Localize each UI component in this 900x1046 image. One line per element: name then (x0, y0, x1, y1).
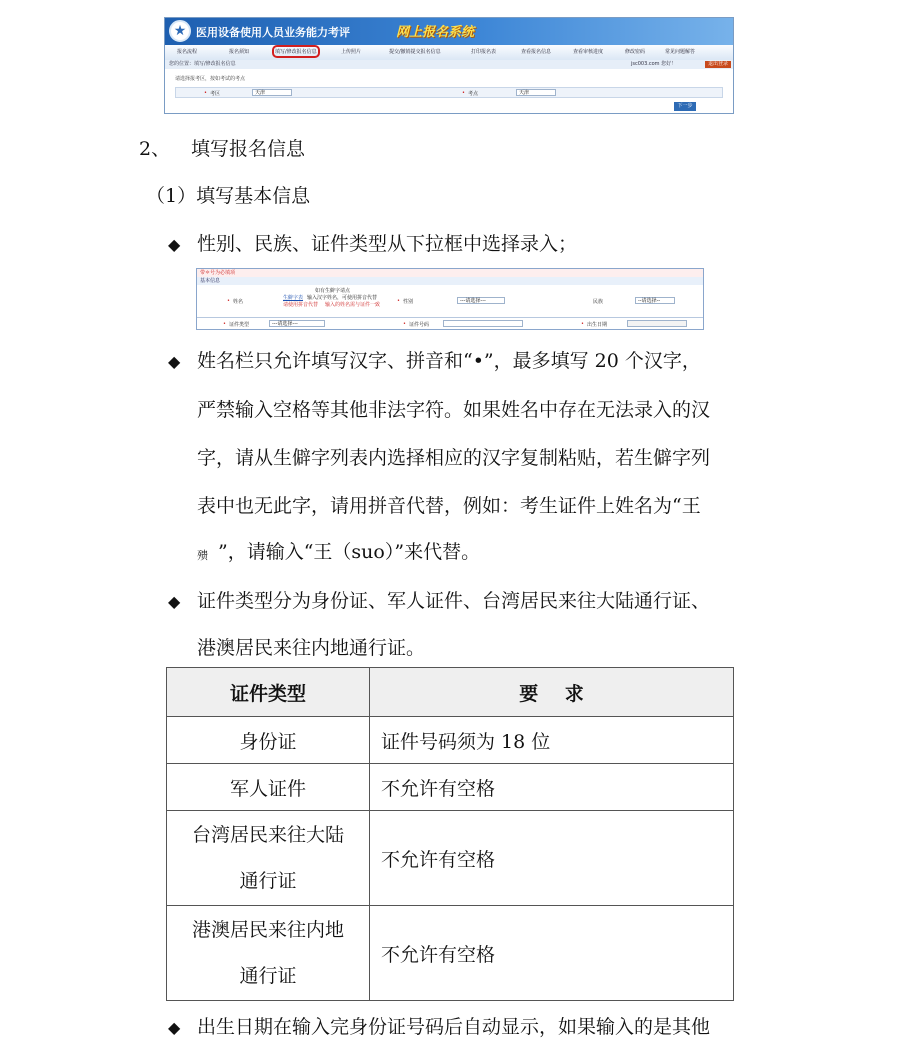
id-number-label: 证件号码 (409, 322, 430, 328)
subsection-title: （1）填写基本信息 (146, 185, 311, 207)
table-row (167, 764, 734, 811)
requirement-cell: 不允许有空格 (370, 764, 734, 811)
requirement-cell: 不允许有空格 (370, 811, 734, 906)
bullet-3-line-1: 证件类型分为身份证、军人证件、台湾居民来往大陆通行证、 (197, 590, 711, 612)
id-number-input[interactable] (443, 320, 523, 327)
bullet-2-line-5: ”，请输入“王（suo）”来代替。 (218, 541, 481, 563)
exam-site-label: 考点 (468, 91, 479, 97)
id-type-line-1: 台湾居民来往大陆 (191, 824, 344, 846)
logo-icon: ★ (169, 20, 191, 42)
table-row (167, 906, 734, 1001)
user-greeting: jsc003.com 您好！ (631, 61, 677, 67)
ethnic-select[interactable]: --请选择-- (635, 297, 675, 304)
logout-button[interactable]: 退出登录 (705, 61, 731, 68)
id-type-cell: 军人证件 (167, 764, 370, 811)
table-header-row (167, 668, 734, 717)
bullet-3-line-2: 港澳居民来往内地通行证。 (197, 637, 426, 659)
id-type-cell: 身份证 (167, 717, 370, 764)
basic-info-header: 基本信息 (197, 277, 703, 285)
bullet-2-line-3: 字，请从生僻字列表内选择相应的汉字复制粘贴，若生僻字列 (197, 447, 711, 469)
id-type-line-2: 通行证 (239, 965, 297, 987)
section-number: 2、 (139, 138, 171, 160)
diamond-bullet-icon: ◆ (168, 352, 181, 371)
basic-info-form-screenshot (196, 268, 704, 330)
table-row (167, 717, 734, 764)
breadcrumb-bar (165, 60, 733, 69)
birth-date-label: 出生日期 (587, 322, 608, 328)
system-title-highlight: 网上报名系统 (396, 25, 475, 40)
birth-date-field (627, 320, 687, 327)
nav-bar (165, 45, 733, 61)
bullet-2-line-1: 姓名栏只允许填写汉字、拼音和“•”，最多填写 20 个汉字， (197, 350, 701, 372)
gender-select[interactable]: ---请选择--- (457, 297, 505, 304)
name-tip-1: 如有生僻字请点 (315, 288, 351, 294)
name-label: 姓名 (233, 299, 244, 305)
next-step-button[interactable]: 下一步 (674, 102, 696, 111)
column-header-id-type: 证件类型 (167, 668, 370, 717)
name-tip-5: 输入的姓名需与证件一致 (325, 302, 381, 308)
nav-item-notice[interactable]: 报名须知 (229, 49, 250, 55)
table-row (167, 811, 734, 906)
rare-character: 㱮 (197, 549, 208, 562)
diamond-bullet-icon: ◆ (168, 1018, 181, 1037)
system-title: 医用设备使用人员业务能力考评 (196, 26, 350, 39)
id-type-cell (167, 906, 370, 1001)
exam-area-row: • 考区 天津 • 考点 天津 (175, 87, 723, 98)
exam-area-select[interactable]: 天津 (252, 89, 292, 96)
id-type-cell (167, 811, 370, 906)
form-hint: 请选择报考区，按如考试的考点 (175, 76, 246, 82)
nav-item-progress[interactable]: 查看审核进度 (573, 49, 604, 55)
nav-item-submit[interactable]: 提交/撤销提交报名信息 (389, 49, 441, 55)
diamond-bullet-icon: ◆ (168, 235, 181, 254)
gender-label: 性别 (403, 299, 414, 305)
registration-system-screenshot (164, 17, 734, 114)
exam-area-label: 考区 (210, 91, 221, 97)
rare-char-link[interactable]: 生僻字表 (283, 295, 304, 301)
name-tip-3: 输入汉字姓名，可使用拼音代替 (307, 295, 378, 301)
requirement-cell: 证件号码须为 18 位 (370, 717, 734, 764)
required-notice: 带＊号为必填项 (197, 269, 703, 277)
bullet-4-text: 出生日期在输入完身份证号码后自动显示，如果输入的是其他 (197, 1016, 711, 1038)
id-type-label: 证件类型 (229, 322, 250, 328)
grid-divider (197, 317, 703, 318)
exam-site-select[interactable]: 天津 (516, 89, 556, 96)
ethnic-label: 民族 (593, 299, 604, 305)
id-type-line-1: 港澳居民来往内地 (191, 919, 344, 941)
nav-item-fill-info[interactable]: 填写/修改报名信息 (275, 49, 317, 55)
requirement-cell: 不允许有空格 (370, 906, 734, 1001)
bullet-2-line-2: 严禁输入空格等其他非法字符。如果姓名中存在无法录入的汉 (197, 399, 711, 421)
nav-item-faq[interactable]: 常见问题解答 (665, 49, 696, 55)
basic-info-grid: • 姓名 如有生僻字请点 生僻字表 输入汉字姓名，可使用拼音代替 请使用拼音代替 输入的姓名需与证件一致 • 性别 ---请选择--- 民族 --请选择-- • 证件类型 ---请选择--- • 证件号码 • 出生日期 (197, 285, 703, 329)
id-type-select[interactable]: ---请选择--- (269, 320, 325, 327)
nav-item-view-info[interactable]: 查看报名信息 (521, 49, 552, 55)
nav-item-password[interactable]: 修改密码 (625, 49, 646, 55)
section-title: 填写报名信息 (191, 138, 306, 160)
column-header-requirement: 要 求 (370, 668, 734, 717)
name-tip-4: 请使用拼音代替 (283, 302, 319, 308)
id-type-line-2: 通行证 (239, 870, 297, 892)
breadcrumb: 您的位置：填写/修改报名信息 (169, 61, 236, 67)
bullet-1-text: 性别、民族、证件类型从下拉框中选择录入； (197, 233, 578, 255)
nav-item-process[interactable]: 报名流程 (177, 49, 198, 55)
nav-item-print[interactable]: 打印报名表 (471, 49, 497, 55)
system-banner (165, 18, 733, 45)
diamond-bullet-icon: ◆ (168, 592, 181, 611)
nav-item-upload-photo[interactable]: 上传照片 (341, 49, 362, 55)
id-requirements-table (166, 667, 734, 1001)
bullet-2-line-4: 表中也无此字，请用拼音代替，例如：考生证件上姓名为“王 (197, 495, 701, 517)
